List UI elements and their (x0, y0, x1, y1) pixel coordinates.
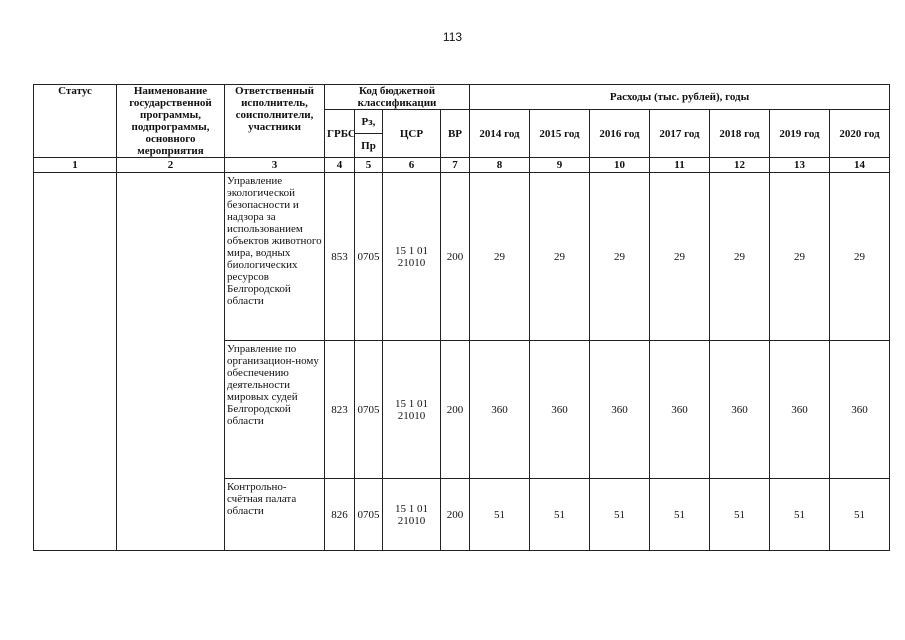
header-rz: Рз, (355, 110, 383, 134)
csr-cell (383, 173, 441, 341)
column-number: 1 (34, 158, 117, 173)
page-number: 113 (442, 30, 463, 44)
value-cell: 51 (530, 479, 590, 551)
header-year-2015: 2015 год (530, 110, 590, 158)
header-year-2014: 2014 год (470, 110, 530, 158)
value-cell: 360 (770, 341, 830, 479)
header-year-2016: 2016 год (590, 110, 650, 158)
program-name-cell (117, 173, 225, 551)
header-grbs: ГРБС (325, 110, 355, 158)
rzpr-cell: 0705 (355, 173, 383, 341)
header-status: Статус (34, 85, 117, 158)
csr-line: 15 1 01 (395, 397, 428, 410)
rzpr-cell: 0705 (355, 479, 383, 551)
column-number: 2 (117, 158, 225, 173)
column-number: 14 (830, 158, 890, 173)
column-number: 13 (770, 158, 830, 173)
csr-line: 21010 (397, 409, 426, 422)
header-vr: ВР (441, 110, 470, 158)
header-year-2020: 2020 год (830, 110, 890, 158)
column-number: 10 (590, 158, 650, 173)
responsible-cell: Управление по организацион-ному обеспечению деятельности мировых судей Белгородской области (225, 341, 325, 479)
value-cell: 360 (650, 341, 710, 479)
value-cell: 360 (470, 341, 530, 479)
csr-cell (383, 479, 441, 551)
header-csr: ЦСР (383, 110, 441, 158)
csr-cell (383, 341, 441, 479)
column-number: 9 (530, 158, 590, 173)
value-cell: 29 (770, 173, 830, 341)
value-cell: 29 (650, 173, 710, 341)
vr-cell: 200 (441, 479, 470, 551)
value-cell: 51 (590, 479, 650, 551)
header-name: Наименование государственной программы, подпрограммы, основного мероприятия (117, 85, 225, 158)
header-year-2017: 2017 год (650, 110, 710, 158)
value-cell: 29 (530, 173, 590, 341)
header-responsible: Ответственный исполнитель, соисполнители, участники (225, 85, 325, 158)
column-number: 8 (470, 158, 530, 173)
header-year-2018: 2018 год (710, 110, 770, 158)
column-number: 6 (383, 158, 441, 173)
vr-cell: 200 (441, 173, 470, 341)
value-cell: 51 (710, 479, 770, 551)
value-cell: 29 (710, 173, 770, 341)
responsible-cell: Контрольно-счётная палата области (225, 479, 325, 551)
grbs-cell: 823 (325, 341, 355, 479)
column-number: 5 (355, 158, 383, 173)
column-number: 4 (325, 158, 355, 173)
responsible-cell: Управление экологической безопасности и надзора за использованием объектов животного мира, водных биологических ресурсов Белгородской области (225, 173, 325, 341)
header-pr: Пр (355, 134, 383, 158)
csr-line: 15 1 01 (395, 244, 428, 257)
value-cell: 360 (530, 341, 590, 479)
value-cell: 29 (590, 173, 650, 341)
value-cell: 360 (590, 341, 650, 479)
expenses-table (33, 84, 890, 551)
table-row (34, 173, 890, 341)
value-cell: 29 (470, 173, 530, 341)
header-year-2019: 2019 год (770, 110, 830, 158)
value-cell: 51 (830, 479, 890, 551)
value-cell: 29 (830, 173, 890, 341)
grbs-cell: 853 (325, 173, 355, 341)
rzpr-cell: 0705 (355, 341, 383, 479)
vr-cell: 200 (441, 341, 470, 479)
value-cell: 360 (710, 341, 770, 479)
column-number: 12 (710, 158, 770, 173)
value-cell: 51 (770, 479, 830, 551)
csr-line: 21010 (397, 514, 426, 527)
column-number: 7 (441, 158, 470, 173)
column-number: 3 (225, 158, 325, 173)
header-budget-code: Код бюджетной классификации (325, 85, 470, 110)
grbs-cell: 826 (325, 479, 355, 551)
header-expenses: Расходы (тыс. рублей), годы (470, 85, 890, 110)
value-cell: 51 (470, 479, 530, 551)
status-cell (34, 173, 117, 551)
value-cell: 51 (650, 479, 710, 551)
column-number: 11 (650, 158, 710, 173)
csr-line: 15 1 01 (395, 502, 428, 515)
csr-line: 21010 (397, 256, 426, 269)
value-cell: 360 (830, 341, 890, 479)
